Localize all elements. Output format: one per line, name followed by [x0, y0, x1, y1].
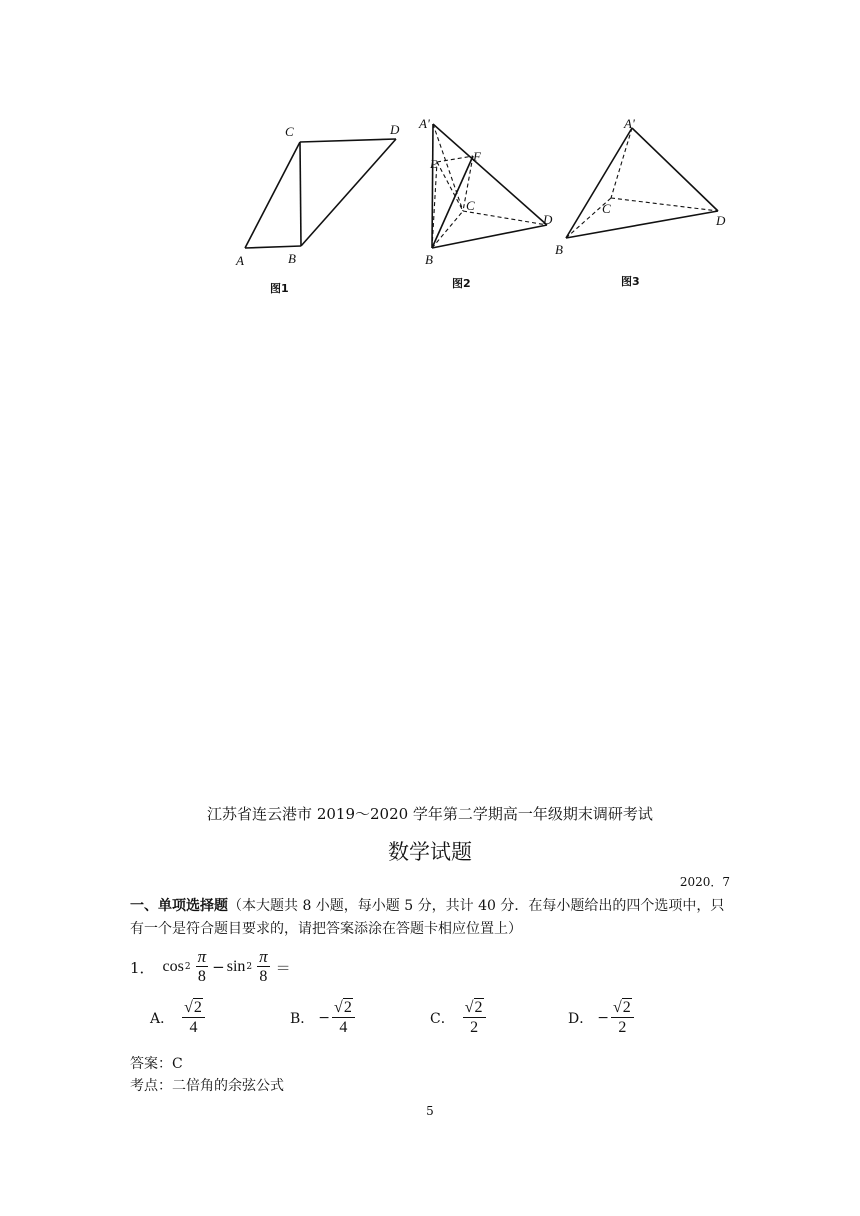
fig2-label-d: D — [543, 212, 553, 227]
option-denominator: 4 — [339, 1018, 348, 1036]
fig3-label-b: B — [555, 242, 563, 257]
fig3-label-d: D — [716, 213, 726, 228]
sin-function: sin — [226, 958, 246, 975]
fig2-label-b: B — [425, 252, 433, 267]
fig2-label-f: F — [473, 149, 481, 164]
option-letter: B． — [290, 1011, 315, 1027]
radicand: 2 — [343, 998, 352, 1016]
fig3-label-c: C — [602, 201, 611, 216]
option-fraction — [463, 999, 486, 1038]
answer-line: 答案：C — [130, 1056, 183, 1072]
exam-date: 2020．7 — [679, 875, 730, 889]
question-1 — [130, 945, 291, 989]
option-letter: C． — [430, 1011, 455, 1027]
fig2-label-e: E — [430, 157, 438, 171]
sqrt-numerator: √2 — [463, 999, 486, 1018]
fig1-label-a: A — [236, 253, 244, 268]
fig2-caption: 图2 — [452, 277, 471, 290]
figure-1 — [230, 115, 410, 300]
sqrt-numerator: √2 — [611, 999, 634, 1018]
denominator-eight: 8 — [259, 967, 268, 985]
fig2-label-a: A' — [419, 116, 430, 131]
minus-sign: − — [212, 958, 225, 976]
fig1-label-c: C — [285, 124, 294, 139]
fig1-caption: 图1 — [270, 282, 289, 295]
section-heading: 一、单项选择题 — [130, 898, 228, 914]
option-fraction — [611, 999, 634, 1038]
option-d[interactable] — [568, 993, 636, 1043]
equals-sign: ＝ — [275, 958, 291, 977]
radicand: 2 — [622, 998, 631, 1016]
fig1-label-d: D — [390, 122, 400, 137]
option-sign: − — [318, 1010, 331, 1026]
option-denominator: 2 — [470, 1018, 479, 1036]
sqrt-numerator: √2 — [182, 999, 205, 1018]
exam-title: 江苏省连云港市 2019～2020 学年第二学期高一年级期末调研考试 — [207, 805, 653, 823]
fraction-pi-over-8-first — [196, 948, 209, 987]
option-a[interactable] — [150, 993, 207, 1043]
page-number: 5 — [426, 1104, 434, 1118]
radicand: 2 — [474, 998, 483, 1016]
option-sign: − — [597, 1010, 609, 1026]
fraction-pi-over-8-second — [257, 948, 270, 987]
cos-exponent: 2 — [184, 962, 191, 972]
option-letter: A． — [150, 1011, 175, 1027]
knowledge-point: 考点：二倍角的余弦公式 — [130, 1078, 284, 1094]
option-letter: D． — [568, 1011, 594, 1027]
section-instruction-text: （本大题共 8 小题，每小题 5 分，共计 40 分．在每小题给出的四个选项中，只有一个是符合题目要求的，请把答案添涂在答题卡相应位置上） — [130, 898, 725, 937]
option-c[interactable] — [430, 993, 488, 1043]
subject-title: 数学试题 — [388, 840, 472, 864]
fig1-label-b: B — [288, 251, 296, 266]
figure-3 — [550, 112, 740, 297]
option-denominator: 2 — [618, 1018, 627, 1036]
fig3-caption: 图3 — [621, 275, 640, 288]
option-fraction — [332, 999, 355, 1038]
figure-2 — [415, 112, 565, 297]
radicand: 2 — [193, 998, 202, 1016]
option-fraction — [182, 999, 205, 1038]
cos-function: cos — [162, 958, 184, 975]
pi-symbol: π — [197, 946, 207, 966]
sqrt-numerator: √2 — [332, 999, 355, 1018]
denominator-eight: 8 — [197, 967, 206, 985]
fig2-label-c: C — [466, 198, 475, 213]
question-number: 1． — [130, 958, 155, 977]
option-b[interactable] — [290, 993, 357, 1043]
section-instructions — [130, 895, 735, 941]
fig3-label-a: A' — [624, 116, 635, 131]
pi-symbol: π — [259, 946, 268, 966]
sin-exponent: 2 — [246, 962, 253, 972]
option-denominator: 4 — [189, 1018, 198, 1036]
